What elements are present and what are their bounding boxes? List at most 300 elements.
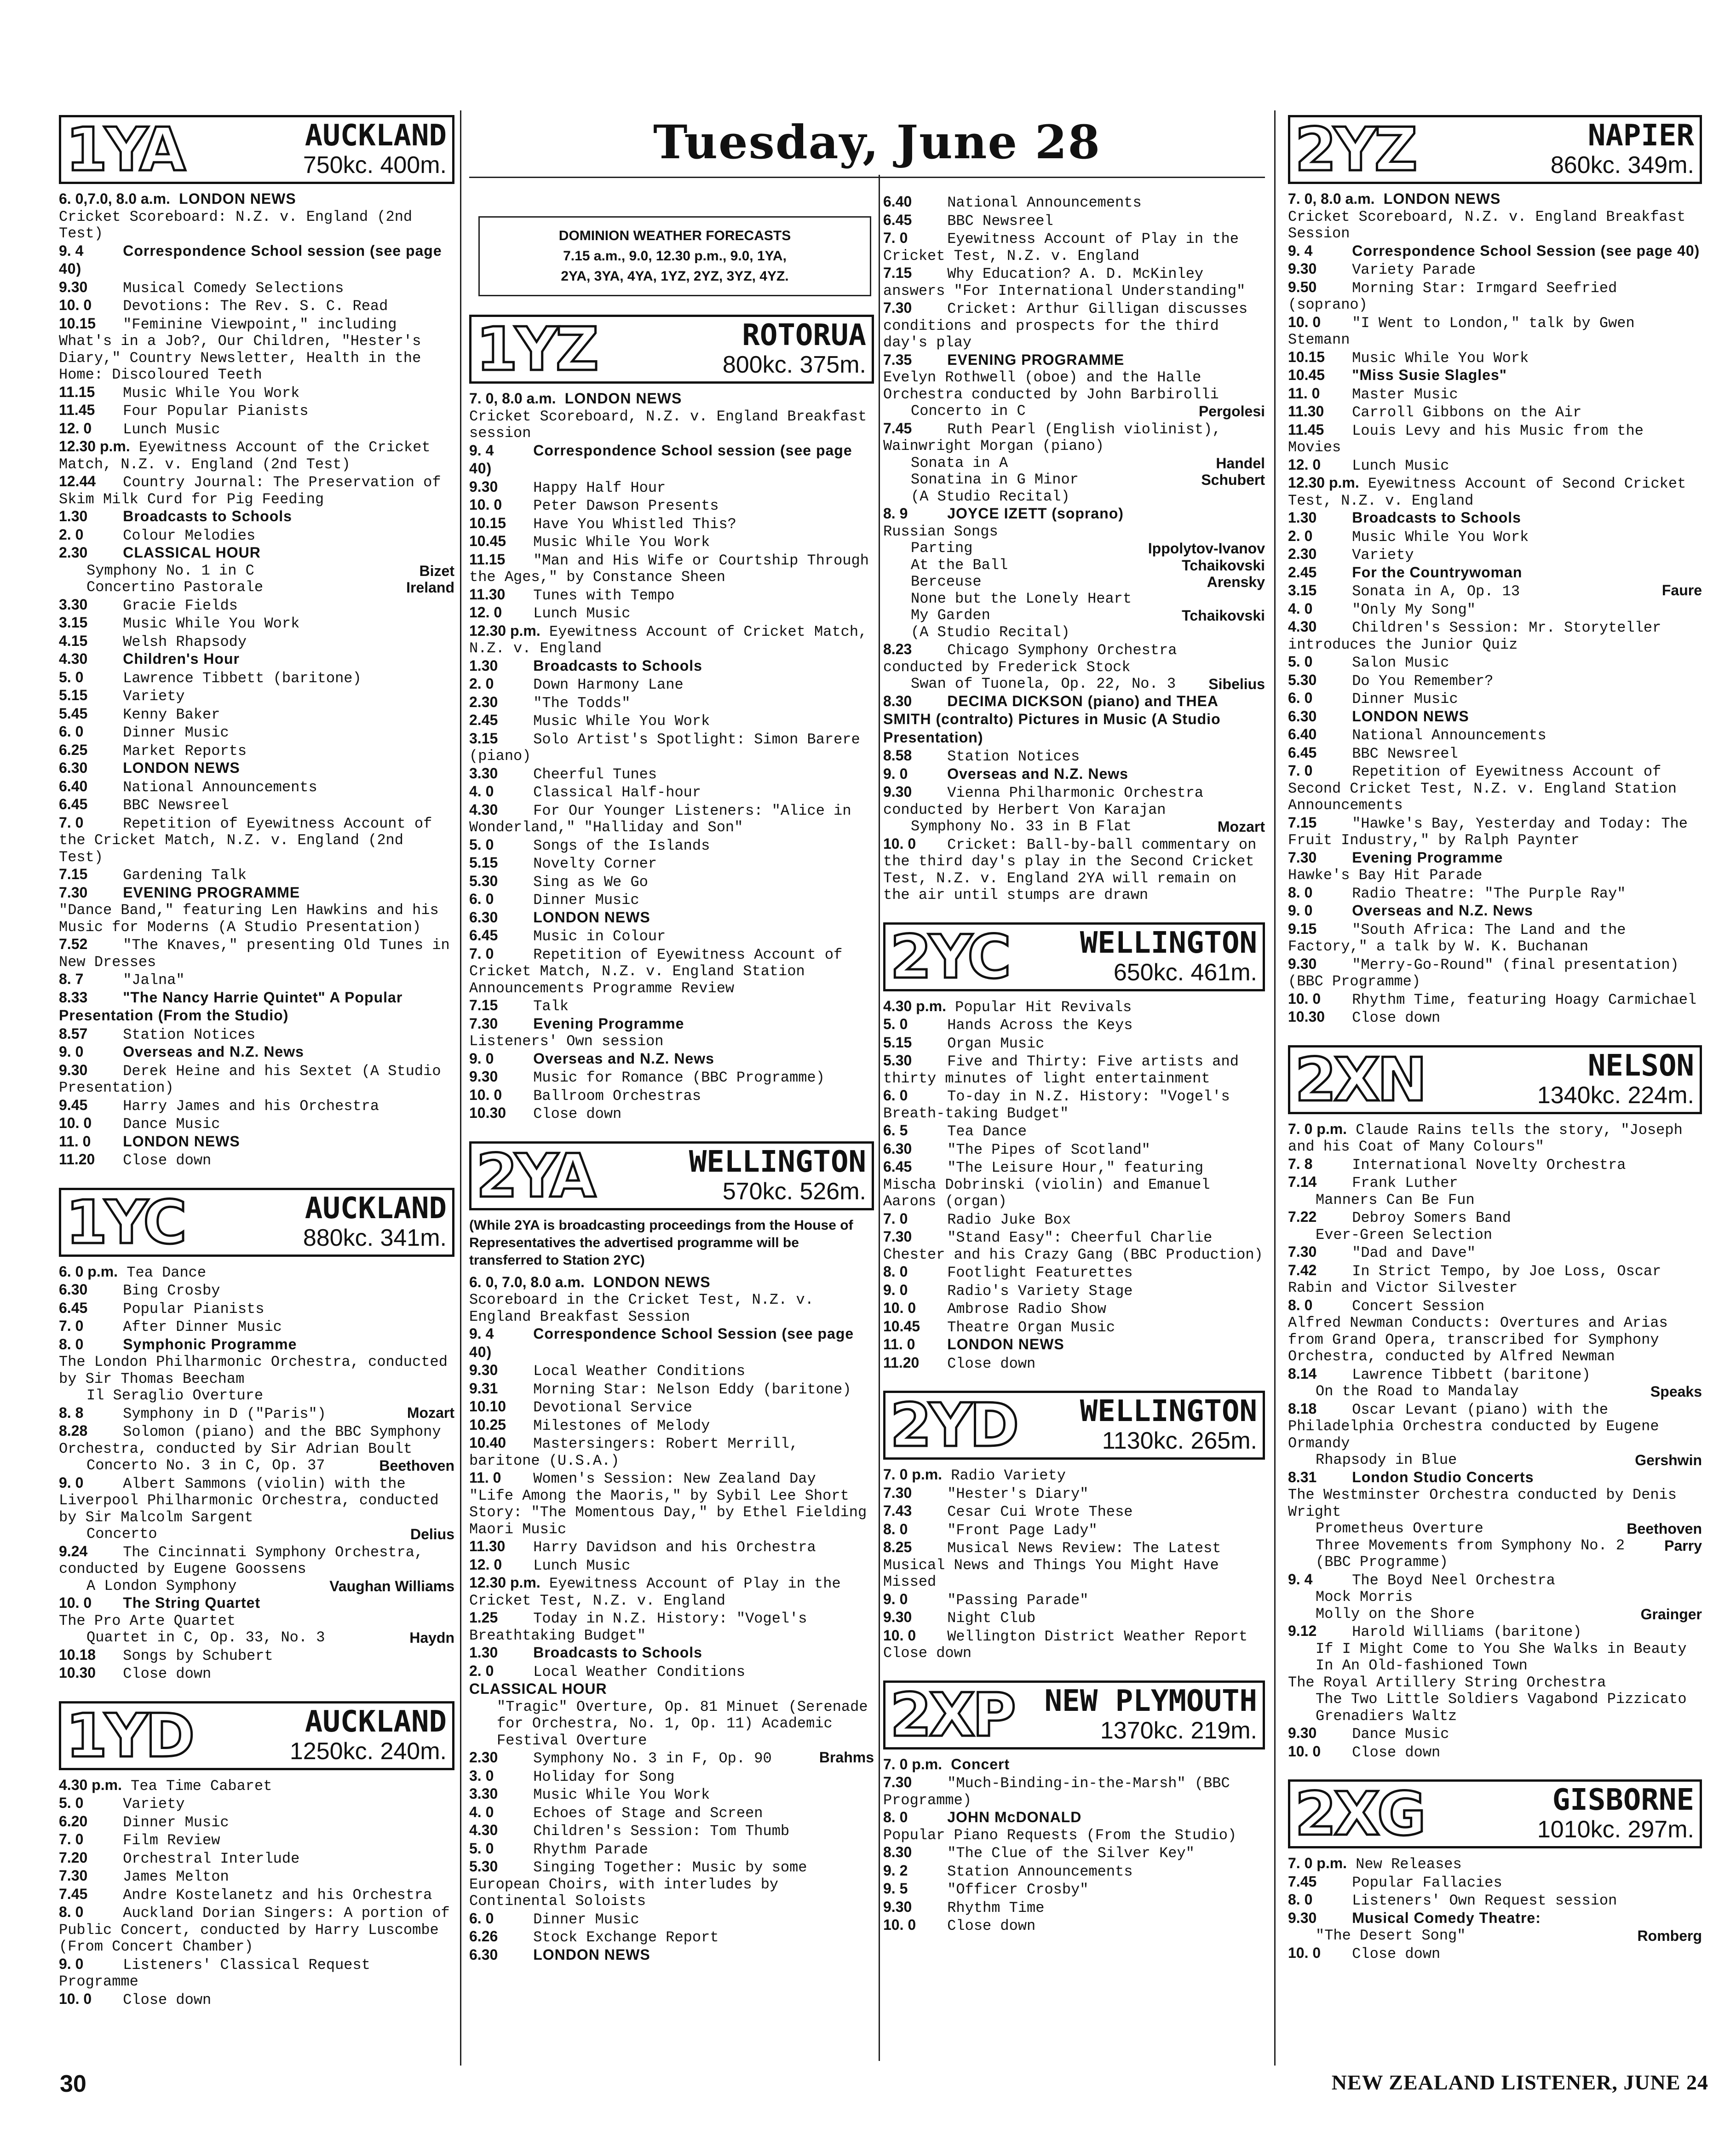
programme-item xyxy=(469,533,874,551)
programme-time: 5. 0 xyxy=(59,1795,84,1811)
programme-title: Novelty Corner xyxy=(533,855,657,872)
programme-time: 1.25 xyxy=(469,1609,498,1626)
station-frequency: 800kc. 375m. xyxy=(722,351,866,378)
programme-time: 6. 0 xyxy=(469,891,494,907)
station-note: (While 2YA is broadcasting proceedings from the House of Representatives the advertised programme will be transferred to Station 2YC) xyxy=(469,1217,853,1268)
programme-time: 11. 0 xyxy=(469,1469,501,1486)
programme-time: 10.40 xyxy=(469,1434,506,1451)
page-header xyxy=(469,115,1270,178)
programme-time: 7.14 xyxy=(1288,1174,1317,1190)
programme-item xyxy=(1288,1156,1702,1174)
programme-time: 7.30 xyxy=(883,1228,912,1245)
programme-time: 2.45 xyxy=(1288,564,1317,581)
station-city: WELLINGTON xyxy=(1080,926,1257,960)
programme-title: Theatre Organ Music xyxy=(947,1318,1115,1336)
composer: Gershwin xyxy=(1635,1452,1702,1468)
programme-item xyxy=(59,1646,454,1665)
programme-time: 9.30 xyxy=(883,1898,912,1915)
programme-title: Close down xyxy=(533,1105,622,1122)
programme-item xyxy=(469,1015,874,1034)
programme-title: Dinner Music xyxy=(123,724,229,741)
programme-time: 10.10 xyxy=(469,1398,506,1415)
programme-title: Alfred Newman Conducts: Overtures and Arias from Grand Opera, transcribed for Symphony Orchestra, conducted by Alfred Newman xyxy=(1288,1314,1668,1365)
programme-title: Auckland Dorian Singers: A portion of Public Concert, conducted by Harry Luscombe (From Concert Chamber) xyxy=(59,1905,450,1955)
programme-item xyxy=(883,455,1265,472)
station-call-sign: 1YC xyxy=(66,1187,184,1257)
column-4 xyxy=(1288,115,1702,1981)
programme-item xyxy=(1288,279,1702,314)
programme-time: 8.31 xyxy=(1288,1468,1317,1485)
programme-item xyxy=(883,641,1265,676)
programme-item xyxy=(1288,1891,1702,1910)
programme-title: Harold Williams (baritone) xyxy=(1352,1623,1582,1640)
station-block xyxy=(59,1701,454,2009)
programme-item xyxy=(59,1062,454,1097)
programme-title: "Front Page Lady" xyxy=(947,1521,1098,1539)
programme-title: Close down xyxy=(947,1917,1036,1934)
station-city: NELSON xyxy=(1587,1048,1694,1083)
programme-title: Gracie Fields xyxy=(123,597,238,614)
programme-item xyxy=(883,676,1265,693)
programme-item xyxy=(469,1274,874,1292)
programme-time: 10.45 xyxy=(883,1318,920,1335)
programme-time: 9.30 xyxy=(469,1362,498,1378)
column-divider xyxy=(1274,110,1276,2066)
station-frequency: 570kc. 526m. xyxy=(722,1178,866,1205)
programme-time: 10. 0 xyxy=(1288,1944,1321,1961)
programme-item xyxy=(59,1543,454,1578)
programme-item xyxy=(1288,1743,1702,1761)
composer: Ireland xyxy=(406,579,454,596)
programme-item xyxy=(883,783,1265,818)
programme-title: "The Pipes of Scotland" xyxy=(947,1141,1150,1158)
programme-title: Radio Juke Box xyxy=(947,1211,1071,1228)
programme-title: Vienna Philharmonic Orchestra conducted by Herbert Von Karajan xyxy=(883,784,1204,818)
programme-time: 9.15 xyxy=(1288,920,1317,937)
programme-title: For the Countrywoman xyxy=(1352,564,1523,581)
programme-item xyxy=(59,279,454,297)
programme-item xyxy=(59,650,454,669)
programme-time: 9. 0 xyxy=(469,1050,494,1067)
programme-title: My Garden xyxy=(911,607,990,624)
programme-item xyxy=(59,209,454,242)
programme-time: 10. 0 xyxy=(1288,313,1321,330)
programme-item xyxy=(883,818,1265,835)
programme-time: 7.15 xyxy=(59,866,88,882)
programme-item xyxy=(469,927,874,945)
programme-title: Hands Across the Keys xyxy=(947,1017,1133,1034)
programme-item xyxy=(469,1749,874,1767)
station-city: AUCKLAND xyxy=(305,119,447,153)
programme-time: 8. 0 xyxy=(1288,884,1313,901)
programme-title: Wellington District Weather Report Close down xyxy=(883,1628,1248,1662)
programme-time: 7.45 xyxy=(59,1885,88,1902)
programme-item xyxy=(59,544,454,563)
station-city: AUCKLAND xyxy=(305,1191,447,1226)
programme-item xyxy=(883,1034,1265,1053)
programme-title: Five and Thirty: Five artists and thirty minutes of light entertainment xyxy=(883,1053,1239,1087)
programme-item xyxy=(469,1538,874,1556)
programme-title: London Studio Concerts xyxy=(1352,1468,1534,1485)
programme-item xyxy=(469,694,874,712)
programme-time: 5. 0 xyxy=(1288,653,1313,670)
programme-title: "Officer Crosby" xyxy=(947,1881,1089,1898)
programme-title: Debroy Somers Band xyxy=(1352,1209,1511,1226)
station-call-sign: 1YZ xyxy=(476,314,596,384)
programme-time: 8.28 xyxy=(59,1422,88,1439)
programme-time: 6.40 xyxy=(59,777,88,794)
programme-time: 9. 0 xyxy=(59,1955,84,1972)
programme-title: Musical News Review: The Latest Musical News and Things You Might Have Missed xyxy=(883,1540,1221,1590)
programme-time: 6. 0 xyxy=(1288,690,1313,706)
programme-item xyxy=(883,1263,1265,1282)
programme-item xyxy=(469,1380,874,1398)
programme-item xyxy=(1288,600,1702,619)
programme-title: Lunch Music xyxy=(1352,457,1449,474)
programme-item xyxy=(59,902,454,936)
programme-time: 6.40 xyxy=(883,193,912,210)
programme-time: 11. 0 xyxy=(1288,385,1320,402)
programme-title: Close down xyxy=(1352,1744,1441,1761)
programme-item xyxy=(1288,672,1702,690)
programme-title: Local Weather Conditions xyxy=(533,1663,746,1680)
programme-time: 7. 0 p.m. xyxy=(1288,1120,1347,1137)
programme-time: 9.30 xyxy=(1288,1909,1317,1926)
station-call-sign: 2YZ xyxy=(1295,115,1415,184)
programme-item xyxy=(59,1831,454,1849)
programme-title: Gardening Talk xyxy=(123,867,247,884)
station-call-sign: 2YC xyxy=(890,921,1009,992)
programme-time: 10.15 xyxy=(59,315,96,332)
programme-item xyxy=(59,1043,454,1062)
programme-title: Eyewitness Account of Second Cricket Test, N.Z. v. England xyxy=(1288,475,1686,509)
programme-item xyxy=(469,1609,874,1644)
programme-time: 7.43 xyxy=(883,1502,912,1519)
programme-title: Musical Comedy Theatre: xyxy=(1352,1909,1541,1926)
programme-time: 7. 0 xyxy=(883,230,908,246)
programme-title: Footlight Featurettes xyxy=(947,1264,1133,1281)
programme-title: Symphony No. 1 in C xyxy=(86,562,254,579)
programme-time: 6.45 xyxy=(59,796,88,812)
programme-item xyxy=(883,1336,1265,1354)
programme-title: Hawke's Bay Hit Parade xyxy=(1288,867,1483,884)
programme-time: 6. 0, 7.0, 8.0 a.m. xyxy=(469,1273,585,1290)
programme-item xyxy=(1288,582,1702,600)
programme-title: Variety Parade xyxy=(1352,261,1476,278)
programme-item xyxy=(1288,1928,1702,1945)
station-frequency: 1130kc. 265m. xyxy=(1102,1427,1257,1454)
composer: Beethoven xyxy=(1627,1520,1702,1537)
programme-item xyxy=(1288,814,1702,849)
station-info xyxy=(601,317,872,381)
programme-title: Sing as We Go xyxy=(533,873,648,891)
programme-time: 10.25 xyxy=(469,1416,506,1433)
programme-time: 5. 0 xyxy=(883,1016,908,1032)
programme-time: 9. 0 xyxy=(883,765,908,782)
programme-title: The Two Little Soldiers Vagabond Pizzicato Grenadiers Waltz xyxy=(1316,1691,1687,1725)
programme-title: Listeners' Own Request session xyxy=(1352,1892,1617,1909)
programme-item xyxy=(883,193,1265,212)
programme-title: Talk xyxy=(533,998,569,1015)
programme-time: 7.30 xyxy=(883,1774,912,1790)
programme-time: 8. 7 xyxy=(59,971,84,987)
programme-title: Dinner Music xyxy=(1352,691,1458,708)
programme-time: 7.20 xyxy=(59,1849,88,1866)
programme-title: Three Movements from Symphony No. 2 xyxy=(1316,1537,1625,1554)
programme-item xyxy=(1288,1641,1702,1675)
station-logo xyxy=(59,115,454,184)
programme-item xyxy=(469,622,874,657)
station-block xyxy=(1288,1045,1702,1761)
programme-item xyxy=(883,1016,1265,1034)
programme-title: National Announcements xyxy=(1352,727,1546,744)
programme-title: Classical Half-hour xyxy=(533,784,701,801)
programme-time: 8. 0 xyxy=(59,1335,84,1352)
programme-item xyxy=(59,1777,454,1795)
programme-title: "Tragic" Overture, Op. 81 Minuet (Serenade for Orchestra, No. 1, Op. 11) Academic Festival Overture xyxy=(497,1698,868,1749)
programme-title: The String Quartet xyxy=(123,1594,261,1611)
programme-time: 10. 0 xyxy=(59,1115,92,1131)
programme-title: Broadcasts to Schools xyxy=(1352,509,1521,526)
station-block xyxy=(883,193,1265,904)
programme-item xyxy=(883,1827,1265,1844)
programme-time: 7.30 xyxy=(1288,849,1317,866)
programme-time: 11.45 xyxy=(1288,421,1324,438)
programme-item xyxy=(1288,1243,1702,1262)
programme-time: 5. 0 xyxy=(469,836,494,853)
programme-item xyxy=(883,1318,1265,1336)
programme-item xyxy=(59,384,454,402)
programme-time: 6.45 xyxy=(1288,744,1317,761)
programme-item xyxy=(883,1844,1265,1862)
programme-title: Mock Morris xyxy=(1316,1588,1413,1606)
programme-item xyxy=(59,1263,454,1282)
programme-item xyxy=(883,1210,1265,1229)
weather-times: 7.15 a.m., 9.0, 12.30 p.m., 9.0, 1YA, xyxy=(563,248,787,264)
programme-title: Dinner Music xyxy=(123,1813,229,1831)
station-call-sign: 2XN xyxy=(1295,1044,1425,1115)
station-logo xyxy=(1288,1045,1702,1114)
composer: Romberg xyxy=(1637,1928,1702,1944)
programme-item xyxy=(883,351,1265,370)
programme-time: 2.30 xyxy=(1288,546,1317,562)
programme-item xyxy=(883,1282,1265,1300)
programme-time: 6.25 xyxy=(59,741,88,758)
programme-item xyxy=(1288,1571,1702,1589)
programme-title: (A Studio Recital) xyxy=(911,623,1070,641)
programme-title: Station Notices xyxy=(947,748,1080,765)
programme-time: 8. 9 xyxy=(883,505,908,522)
programme-item xyxy=(883,1087,1265,1122)
programme-title: The Boyd Neel Orchestra xyxy=(1352,1571,1555,1589)
programme-title: Berceuse xyxy=(911,573,982,590)
programme-title: "Hester's Diary" xyxy=(947,1485,1089,1502)
programme-title: Andre Kostelanetz and his Orchestra xyxy=(123,1886,432,1904)
programme-time: 8.18 xyxy=(1288,1400,1317,1417)
programme-title: Have You Whistled This? xyxy=(533,515,736,533)
station-info xyxy=(1018,1683,1263,1747)
programme-item xyxy=(59,1474,454,1526)
programme-item xyxy=(59,526,454,545)
programme-time: 5.30 xyxy=(469,1858,498,1875)
programme-time: 9.30 xyxy=(1288,1725,1317,1741)
programme-title: LONDON NEWS xyxy=(1352,708,1469,725)
programme-time: 6.45 xyxy=(883,211,912,228)
programme-title: New Releases xyxy=(1356,1856,1462,1873)
programme-item xyxy=(59,796,454,814)
programme-time: 11. 0 xyxy=(883,1336,915,1352)
programme-title: Close down xyxy=(947,1355,1036,1372)
station-info xyxy=(188,117,452,182)
programme-title: Symphony No. 3 in F, Op. 90 xyxy=(533,1750,772,1767)
programme-item xyxy=(469,1292,874,1325)
programme-time: 6.45 xyxy=(469,927,498,944)
programme-time: 8.57 xyxy=(59,1025,88,1042)
station-block xyxy=(883,1391,1265,1662)
station-block xyxy=(1288,1779,1702,1962)
programme-item xyxy=(1288,1365,1702,1384)
programme-item xyxy=(1288,618,1702,653)
programme-title: Close down xyxy=(1352,1945,1441,1962)
programme-title: International Novelty Orchestra xyxy=(1352,1156,1626,1174)
programme-time: 6.30 xyxy=(59,1281,88,1298)
programme-item xyxy=(1288,1452,1702,1469)
programme-item xyxy=(883,574,1265,591)
programme-time: 3.30 xyxy=(59,596,88,613)
programme-title: Eyewitness Account of Cricket Match, N.Z. v. England xyxy=(469,623,868,657)
programme-title: Music While You Work xyxy=(533,1786,710,1803)
programme-title: "Jalna" xyxy=(123,972,185,989)
programme-time: 12.30 p.m. xyxy=(59,438,130,455)
programme-title: If I Might Come to You She Walks in Beauty In An Old-fashioned Town xyxy=(1316,1640,1687,1674)
composer: Parry xyxy=(1664,1537,1702,1554)
programme-time: 6. 0 xyxy=(883,1087,908,1104)
programme-time: 6.20 xyxy=(59,1813,88,1830)
programme-item xyxy=(1288,1691,1702,1725)
programme-time: 2. 0 xyxy=(469,675,494,692)
programme-time: 11.45 xyxy=(59,402,95,418)
programme-title: Why Education? A. D. McKinley answers "For International Understanding" xyxy=(883,265,1246,299)
programme-item xyxy=(469,909,874,927)
programme-title: Overseas and N.Z. News xyxy=(947,765,1128,782)
programme-item xyxy=(883,505,1265,524)
programme-item xyxy=(1288,690,1702,708)
programme-item xyxy=(883,1609,1265,1627)
programme-item xyxy=(469,586,874,604)
programme-title: Devotions: The Rev. S. C. Read xyxy=(123,298,388,315)
programme-item xyxy=(883,1862,1265,1881)
programme-item xyxy=(469,1785,874,1804)
programme-title: Film Review xyxy=(123,1832,220,1849)
programme-time: 9.50 xyxy=(1288,278,1317,295)
programme-title: Children's Hour xyxy=(123,650,240,667)
programme-item xyxy=(59,971,454,989)
programme-title: To-day in N.Z. History: "Vogel's Breath-taking Budget" xyxy=(883,1088,1230,1122)
weather-title: DOMINION WEATHER FORECASTS xyxy=(558,228,791,243)
programme-item xyxy=(1288,867,1702,884)
programme-time: 4.15 xyxy=(59,632,88,649)
programme-time: 7. 0, 8.0 a.m. xyxy=(469,390,556,407)
programme-item xyxy=(1288,1675,1702,1692)
programme-title: "The Clue of the Silver Key" xyxy=(947,1845,1195,1862)
programme-title: Lunch Music xyxy=(123,420,220,438)
programme-title: Oscar Levant (piano) with the Philadelphia Orchestra conducted by Eugene Ormandy xyxy=(1288,1401,1659,1452)
programme-time: 9. 2 xyxy=(883,1862,908,1879)
programme-time: 2.45 xyxy=(469,712,498,728)
programme-item xyxy=(59,579,454,596)
programme-time: 9.30 xyxy=(1288,955,1317,972)
programme-title: JOYCE IZETT (soprano) xyxy=(947,505,1124,522)
station-call-sign: 2XP xyxy=(890,1680,1013,1750)
programme-title: Music While You Work xyxy=(123,384,300,402)
programme-item xyxy=(883,557,1265,574)
programme-title: "Dance Band," featuring Len Hawkins and his Music for Moderns (A Studio Presentation) xyxy=(59,902,439,936)
programme-item xyxy=(1288,1469,1702,1487)
programme-title: Welsh Rhapsody xyxy=(123,633,247,650)
programme-time: 9. 5 xyxy=(883,1880,908,1897)
programme-item xyxy=(59,1664,454,1683)
programme-item xyxy=(59,1956,454,1991)
station-frequency: 880kc. 341m. xyxy=(303,1224,447,1251)
programme-title: Overseas and N.Z. News xyxy=(123,1043,304,1060)
programme-time: 6.30 xyxy=(469,909,498,926)
programme-title: Mastersingers: Robert Merrill, baritone (U.S.A.) xyxy=(469,1435,799,1469)
programme-title: "Hawke's Bay, Yesterday and Today: The Fruit Industry," by Ralph Paynter xyxy=(1288,815,1688,849)
programme-item xyxy=(883,747,1265,765)
programme-time: 9. 4 xyxy=(1288,1571,1313,1588)
programme-title: "Feminine Viewpoint," including What's in a Job?, Our Children, "Hester's Diary," Country Newsletter, Health in the Home: Discoloured Teeth xyxy=(59,316,421,383)
programme-time: 6.30 xyxy=(1288,708,1317,725)
programme-title: The Cincinnati Symphony Orchestra, conducted by Eugene Goossens xyxy=(59,1543,424,1577)
programme-time: 8.30 xyxy=(883,1844,912,1860)
programme-title: LONDON NEWS xyxy=(123,1133,240,1150)
programme-title: Parting xyxy=(911,540,973,557)
programme-title: Down Harmony Lane xyxy=(533,676,684,693)
programme-item xyxy=(1288,726,1702,744)
programme-time: 2.30 xyxy=(469,693,498,710)
programme-title: Tea Time Cabaret xyxy=(131,1777,272,1795)
station-block xyxy=(59,115,454,1169)
programme-time: 7. 0 p.m. xyxy=(1288,1855,1347,1871)
programme-title: Concerto in C xyxy=(911,403,1026,420)
programme-item xyxy=(1288,1606,1702,1623)
header-rule xyxy=(469,177,1265,178)
programme-item xyxy=(1288,1262,1702,1297)
programme-title: Tunes with Tempo xyxy=(533,587,675,604)
programme-title: Correspondence School Session (see page 40) xyxy=(469,1325,854,1360)
programme-title: BBC Newsreel xyxy=(947,212,1053,230)
programme-item xyxy=(469,1050,874,1069)
programme-time: 6. 0 p.m. xyxy=(59,1263,118,1280)
programme-title: Repetition of Eyewitness Account of Cricket Match, N.Z. v. England Station Announcements Programme Review xyxy=(469,946,843,997)
programme-title: Claude Rains tells the story, "Joseph and his Coat of Many Colours" xyxy=(1288,1121,1683,1155)
programme-item xyxy=(1288,990,1702,1009)
programme-time: 5.45 xyxy=(59,705,88,722)
programme-item xyxy=(469,1105,874,1123)
programme-item xyxy=(1288,1855,1702,1873)
station-call-sign: 1YD xyxy=(66,1700,192,1771)
programme-title: Singing Together: Music by some European Choirs, with interludes by Continental Soloists xyxy=(469,1859,807,1910)
programme-title: Music While You Work xyxy=(1352,528,1529,546)
programme-title: Molly on the Shore xyxy=(1316,1605,1475,1623)
programme-item xyxy=(59,760,454,778)
programme-title: LONDON NEWS xyxy=(179,190,296,207)
programme-title: LONDON NEWS xyxy=(533,909,650,926)
programme-time: 9. 0 xyxy=(883,1590,908,1607)
programme-time: 9.30 xyxy=(59,1061,88,1078)
programme-title: Louis Levy and his Music from the Movies xyxy=(1288,422,1644,456)
programme-title: Broadcasts to Schools xyxy=(533,657,702,674)
